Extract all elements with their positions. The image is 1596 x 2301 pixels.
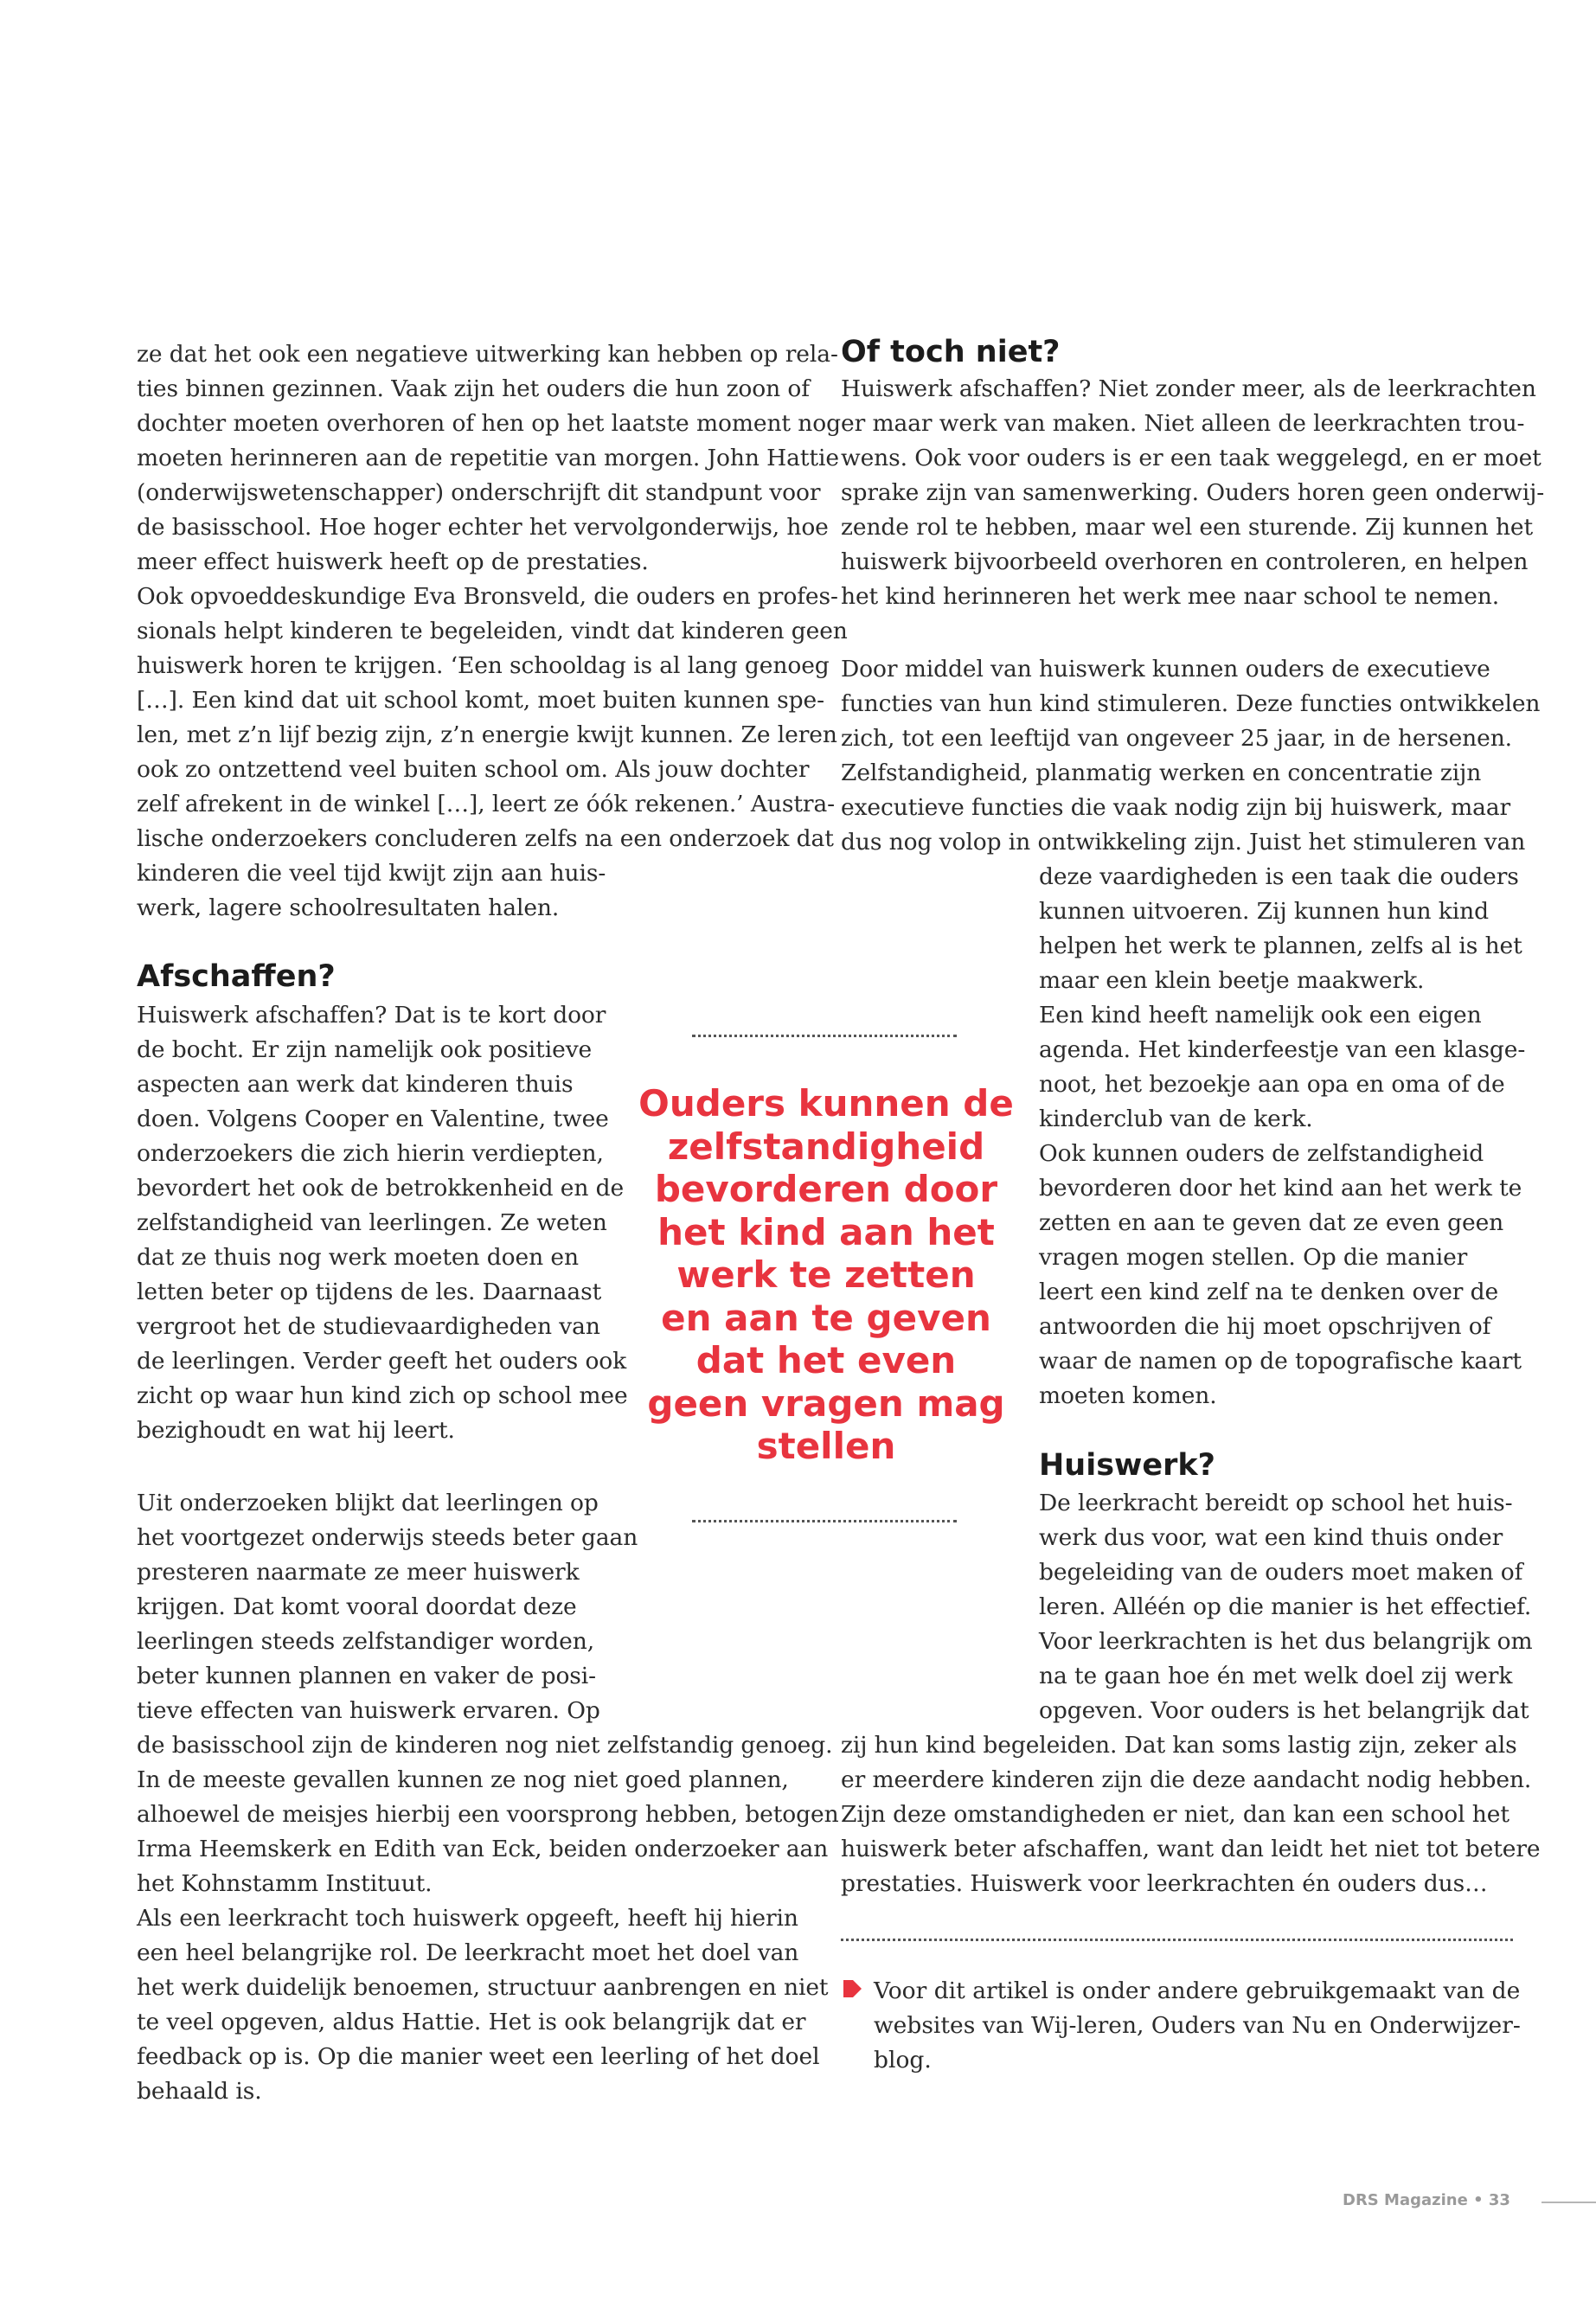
text-line: Zijn deze omstandigheden er niet, dan kan een school het: [841, 1801, 1509, 1828]
text-line: een heel belangrijke rol. De leerkracht moet het doel van: [137, 1939, 799, 1966]
text-line: het voortgezet onderwijs steeds beter gaan: [137, 1524, 638, 1551]
text-line: bevorderen door het kind aan het werk te: [1039, 1175, 1522, 1202]
text-line: ook zo ontzettend veel buiten school om. Als jouw dochter: [137, 756, 810, 783]
heading-huiswerk: Huiswerk?: [1039, 1448, 1215, 1483]
text-line: lische onderzoekers concluderen zelfs na een onderzoek dat: [137, 825, 834, 852]
quote-line: zelfstandigheid: [667, 1125, 985, 1168]
text-line: er meerdere kinderen zijn die deze aandacht nodig hebben.: [841, 1766, 1532, 1793]
pull-quote: [627, 1082, 1025, 1468]
text-line: de leerlingen. Verder geeft het ouders ook: [137, 1348, 627, 1375]
quote-line: dat het even: [695, 1339, 957, 1381]
text-line: agenda. Het kinderfeestje van een klasge-: [1039, 1036, 1526, 1063]
text-line: deze vaardigheden is een taak die ouders: [1039, 863, 1519, 890]
text-line: de basisschool. Hoe hoger echter het vervolgonderwijs, hoe: [137, 514, 829, 541]
quote-divider-bottom: [692, 1520, 957, 1522]
quote-line: werk te zetten: [676, 1253, 976, 1296]
text-line: leert een kind zelf na te denken over de: [1039, 1279, 1499, 1305]
quote-line: en aan te geven: [661, 1296, 991, 1339]
magazine-name: DRS Magazine: [1343, 2191, 1468, 2209]
text-line: waar de namen op de topografische kaart: [1039, 1348, 1522, 1375]
text-line: de bocht. Er zijn namelijk ook positieve: [137, 1036, 593, 1063]
text-line: kunnen uitvoeren. Zij kunnen hun kind: [1039, 898, 1489, 925]
text-line: zende rol te hebben, maar wel een sturende. Zij kunnen het: [841, 514, 1534, 541]
text-line: het Kohnstamm Instituut.: [137, 1870, 433, 1897]
text-line: er maar werk van maken. Niet alleen de leerkrachten trou-: [841, 410, 1525, 437]
footer-separator: •: [1473, 2191, 1484, 2209]
text-line: Uit onderzoeken blijkt dat leerlingen op: [137, 1490, 599, 1516]
text-line: moeten komen.: [1039, 1382, 1217, 1409]
text-line: zelf afrekent in de winkel […], leert ze óók rekenen.’ Austra-: [137, 791, 836, 817]
text-line: leren. Alléén op die manier is het effectief.: [1039, 1593, 1532, 1620]
text-line: helpen het werk te plannen, zelfs al is het: [1039, 933, 1522, 959]
text-line: zetten en aan te geven dat ze even geen: [1039, 1209, 1504, 1236]
text-line: Ook opvoeddeskundige Eva Bronsveld, die ouders en profes-: [137, 583, 838, 610]
text-line: wens. Ook voor ouders is er een taak weggelegd, en er moet: [841, 445, 1542, 471]
text-line: huiswerk horen te krijgen. ‘Een schooldag is al lang genoeg: [137, 652, 830, 679]
quote-line: stellen: [756, 1425, 896, 1467]
text-line: Als een leerkracht toch huiswerk opgeeft, heeft hij hierin: [137, 1905, 798, 1932]
text-line: dus nog volop in ontwikkeling zijn. Juist het stimuleren van: [841, 829, 1526, 856]
text-line: onderzoekers die zich hierin verdiepten,: [137, 1140, 604, 1167]
text-line: Door middel van huiswerk kunnen ouders de executieve: [841, 656, 1490, 683]
text-line: het kind herinneren het werk mee naar school te nemen.: [841, 583, 1500, 610]
heading-of-toch-niet: Of toch niet?: [841, 335, 1061, 369]
text-line: ties binnen gezinnen. Vaak zijn het ouders die hun zoon of: [137, 375, 810, 402]
text-line: tieve effecten van huiswerk ervaren. Op: [137, 1697, 600, 1724]
text-line: zij hun kind begeleiden. Dat kan soms lastig zijn, zeker als: [841, 1732, 1517, 1759]
text-line: executieve functies die vaak nodig zijn bij huiswerk, maar: [841, 794, 1511, 821]
text-line: De leerkracht bereidt op school het huis-: [1039, 1490, 1513, 1516]
page-number: 33: [1488, 2191, 1510, 2209]
text-line: kinderclub van de kerk.: [1039, 1106, 1313, 1132]
text-line: blog.: [874, 2047, 932, 2073]
text-line: […]. Een kind dat uit school komt, moet buiten kunnen spe-: [137, 687, 824, 714]
text-line: Voor dit artikel is onder andere gebruikgemaakt van de: [874, 1977, 1521, 2004]
text-line: (onderwijswetenschapper) onderschrijft dit standpunt voor: [137, 479, 821, 506]
text-line: het werk duidelijk benoemen, structuur aanbrengen en niet: [137, 1974, 829, 2001]
text-line: de basisschool zijn de kinderen nog niet zelfstandig genoeg.: [137, 1732, 833, 1759]
text-line: ze dat het ook een negatieve uitwerking kan hebben op rela-: [137, 341, 838, 368]
text-line: begeleiding van de ouders moet maken of: [1039, 1559, 1523, 1586]
quote-divider-top: [692, 1035, 957, 1037]
text-line: leerlingen steeds zelfstandiger worden,: [137, 1628, 595, 1655]
text-line: bevordert het ook de betrokkenheid en de: [137, 1175, 625, 1202]
text-line: feedback op is. Op die manier weet een leerling of het doel: [137, 2043, 820, 2070]
text-line: aspecten aan werk dat kinderen thuis: [137, 1071, 574, 1098]
text-line: Ook kunnen ouders de zelfstandigheid: [1039, 1140, 1484, 1167]
text-line: vergroot het de studievaardigheden van: [137, 1313, 600, 1340]
text-line: presteren naarmate ze meer huiswerk: [137, 1559, 580, 1586]
text-line: kinderen die veel tijd kwijt zijn aan huis-: [137, 860, 606, 887]
page-footer: [1343, 2190, 1510, 2211]
text-line: zicht op waar hun kind zich op school mee: [137, 1382, 628, 1409]
text-line: moeten herinneren aan de repetitie van morgen. John Hattie: [137, 445, 839, 471]
quote-line: geen vragen mag: [647, 1381, 1005, 1425]
text-line: letten beter op tijdens de les. Daarnaast: [137, 1279, 602, 1305]
text-line: werk, lagere schoolresultaten halen.: [137, 894, 560, 921]
text-line: huiswerk bijvoorbeeld overhoren en controleren, en helpen: [841, 548, 1529, 575]
text-line: doen. Volgens Cooper en Valentine, twee: [137, 1106, 609, 1132]
quote-line: bevorderen door: [654, 1168, 998, 1210]
text-line: maar een klein beetje maakwerk.: [1039, 967, 1425, 994]
text-line: Een kind heeft namelijk ook een eigen: [1039, 1002, 1482, 1029]
arrow-bullet-icon: [841, 1977, 863, 2000]
text-line: websites van Wij-leren, Ouders van Nu en Onderwijzer-: [874, 2012, 1521, 2039]
text-line: functies van hun kind stimuleren. Deze functies ontwikkelen: [841, 690, 1541, 717]
text-line: bezighoudt en wat hij leert.: [137, 1417, 455, 1444]
source-divider: [841, 1939, 1513, 1941]
text-line: vragen mogen stellen. Op die manier: [1039, 1244, 1468, 1271]
text-line: len, met z’n lijf bezig zijn, z’n energie kwijt kunnen. Ze leren: [137, 721, 837, 748]
text-line: werk dus voor, wat een kind thuis onder: [1039, 1524, 1503, 1551]
text-line: beter kunnen plannen en vaker de posi-: [137, 1663, 597, 1689]
text-line: meer effect huiswerk heeft op de prestaties.: [137, 548, 649, 575]
text-line: Huiswerk afschaffen? Dat is te kort door: [137, 1002, 606, 1029]
text-line: prestaties. Huiswerk voor leerkrachten én ouders dus…: [841, 1870, 1488, 1897]
text-line: In de meeste gevallen kunnen ze nog niet goed plannen,: [137, 1766, 789, 1793]
text-line: sionals helpt kinderen te begeleiden, vindt dat kinderen geen: [137, 618, 848, 644]
footer-rule: [1542, 2202, 1596, 2203]
quote-line: Ouders kunnen de: [638, 1082, 1014, 1125]
text-line: na te gaan hoe én met welk doel zij werk: [1039, 1663, 1513, 1689]
text-line: dochter moeten overhoren of hen op het laatste moment nog: [137, 410, 841, 437]
text-line: antwoorden die hij moet opschrijven of: [1039, 1313, 1491, 1340]
text-line: huiswerk beter afschaffen, want dan leidt het niet tot betere: [841, 1836, 1541, 1862]
text-line: te veel opgeven, aldus Hattie. Het is ook belangrijk dat er: [137, 2009, 806, 2035]
text-line: alhoewel de meisjes hierbij een voorsprong hebben, betogen: [137, 1801, 839, 1828]
text-line: Irma Heemskerk en Edith van Eck, beiden onderzoeker aan: [137, 1836, 829, 1862]
heading-afschaffen: Afschaffen?: [137, 959, 336, 994]
text-line: Voor leerkrachten is het dus belangrijk om: [1039, 1628, 1533, 1655]
text-line: Zelfstandigheid, planmatig werken en concentratie zijn: [841, 760, 1482, 786]
text-line: Huiswerk afschaffen? Niet zonder meer, als de leerkrachten: [841, 375, 1536, 402]
text-line: behaald is.: [137, 2078, 262, 2105]
quote-line: het kind aan het: [657, 1210, 995, 1253]
text-line: sprake zijn van samenwerking. Ouders horen geen onderwij-: [841, 479, 1545, 506]
text-line: zelfstandigheid van leerlingen. Ze weten: [137, 1209, 607, 1236]
text-line: dat ze thuis nog werk moeten doen en: [137, 1244, 579, 1271]
text-line: krijgen. Dat komt vooral doordat deze: [137, 1593, 577, 1620]
text-line: opgeven. Voor ouders is het belangrijk dat: [1039, 1697, 1529, 1724]
text-line: noot, het bezoekje aan opa en oma of de: [1039, 1071, 1505, 1098]
text-line: zich, tot een leeftijd van ongeveer 25 jaar, in de hersenen.: [841, 725, 1512, 752]
